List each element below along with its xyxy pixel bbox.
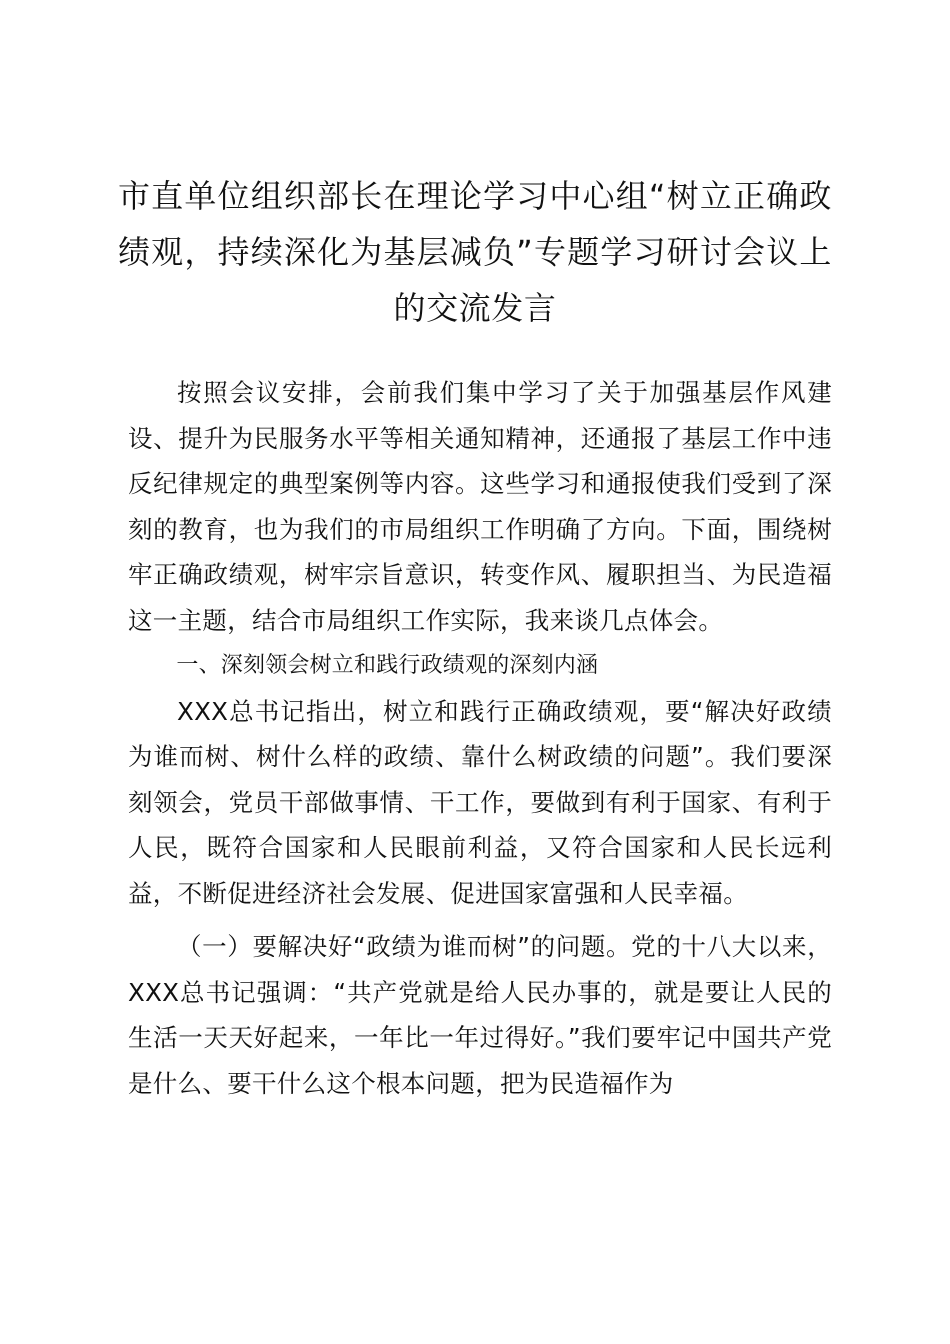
section-heading: 一、深刻领会树立和践行政绩观的深刻内涵	[176, 653, 599, 678]
intro-paragraph: 按照会议安排，会前我们集中学习了关于加强基层作风建设、提升为民服务水平等相关通知精神，还通报了基层工作中违反纪律规定的典型案例等内容。这些学习和通报使我们受到了深刻的教育，也为我们的市局组织工作明确了方向。下面，围绕树牢正确政绩观，树牢宗旨意识，转变作风、履职担当、为民造福这一主题，结合市局组织工作实际，我来谈几点体会。	[128, 378, 832, 635]
document-title: 市直单位组织部长在理论学习中心组“树立正确政绩观，持续深化为基层减负”专题学习研讨会议上的交流发言	[118, 177, 832, 327]
document-body	[128, 370, 832, 1106]
subsection-paragraph: （一）要解决好“政绩为谁而树”的问题。党的十八大以来，XXX总书记强调：“共产党就是给人民办事的，就是要让人民的生活一天天好起来，一年比一年过得好。”我们要牢记中国共产党是什么、要干什么这个根本问题，把为民造福作为	[128, 932, 832, 1098]
body-paragraph: XXX总书记指出，树立和践行正确政绩观，要“解决好政绩为谁而树、树什么样的政绩、靠什么树政绩的问题”。我们要深刻领会，党员干部做事情、干工作，要做到有利于国家、有利于人民，既符合国家和人民眼前利益，又符合国家和人民长远利益，不断促进经济社会发展、促进国家富强和人民幸福。	[128, 696, 832, 908]
paragraph-gap	[128, 916, 832, 924]
